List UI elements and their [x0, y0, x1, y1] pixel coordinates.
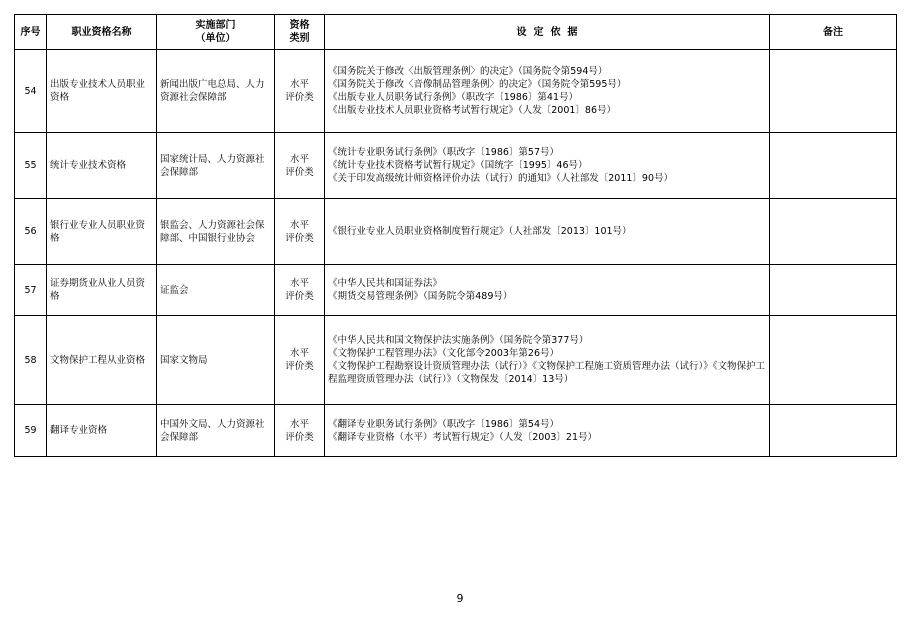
row-number: 55: [15, 133, 47, 199]
row-number: 57: [15, 265, 47, 316]
header-type-line2: 类别: [289, 33, 310, 44]
qualification-type: [275, 265, 325, 316]
implementing-dept: 新闻出版广电总局、人力资源社会保障部: [157, 50, 275, 133]
basis-line: 《中华人民共和国证券法》: [328, 278, 443, 289]
row-number: 56: [15, 199, 47, 265]
header-dept-line2: （单位）: [195, 33, 236, 44]
legal-basis: [325, 265, 770, 316]
type-line2: 评价类: [285, 361, 314, 372]
qualification-type: [275, 316, 325, 405]
type-line2: 评价类: [285, 232, 314, 244]
remarks: [770, 133, 897, 199]
qualification-name: 银行业专业人员职业资格: [47, 199, 157, 265]
header-type-line1: 资格: [289, 20, 310, 31]
basis-line: 《统计专业技术资格考试暂行规定》（国统字〔1995〕46号）: [328, 160, 588, 171]
implementing-dept: 银监会、人力资源社会保障部、中国银行业协会: [157, 199, 275, 265]
legal-basis: [325, 50, 770, 133]
page-number: 9: [456, 592, 464, 605]
legal-basis: [325, 405, 770, 457]
qualification-name: 出版专业技术人员职业资格: [47, 50, 157, 133]
header-no: 序号: [15, 15, 47, 50]
type-line2: 评价类: [285, 431, 314, 443]
qualification-name: 文物保护工程从业资格: [47, 316, 157, 405]
table-row: [15, 199, 897, 265]
header-note: 备注: [770, 15, 897, 50]
basis-line: 《统计专业职务试行条例》（职改字〔1986〕第57号）: [328, 147, 560, 158]
basis-line: 《国务院关于修改〈出版管理条例〉的决定》（国务院令第594号）: [328, 66, 608, 77]
implementing-dept: 国家统计局、人力资源社会保障部: [157, 133, 275, 199]
basis-line: 《出版专业人员职务试行条例》（职改字〔1986〕第41号）: [328, 92, 579, 103]
basis-line: 《期货交易管理条例》（国务院令第489号）: [328, 291, 513, 302]
type-line1: 水平: [289, 278, 309, 289]
qualification-type: [275, 405, 325, 457]
header-name: 职业资格名称: [47, 15, 157, 50]
legal-basis: [325, 133, 770, 199]
remarks: [770, 199, 897, 265]
row-number: 54: [15, 50, 47, 133]
type-line1: 水平: [289, 418, 309, 430]
type-line1: 水平: [289, 79, 309, 90]
qualification-name: 证券期货业从业人员资格: [47, 265, 157, 316]
basis-line: 《文物保护工程管理办法》（文化部令2003年第26号）: [328, 348, 560, 359]
qualification-name: 翻译专业资格: [47, 405, 157, 457]
basis-line: 《文物保护工程勘察设计资质管理办法（试行）》《文物保护工程施工资质管理办法（试行）》《文物保护工程监理资质管理办法（试行）》（文物保发〔2014〕13号）: [328, 361, 766, 385]
table-row: [15, 316, 897, 405]
implementing-dept: 国家文物局: [157, 316, 275, 405]
table-row: [15, 50, 897, 133]
type-line1: 水平: [289, 153, 309, 165]
type-line2: 评价类: [285, 166, 314, 178]
legal-basis: [325, 316, 770, 405]
type-line2: 评价类: [285, 92, 314, 103]
qualification-type: [275, 133, 325, 199]
header-dept-line1: 实施部门: [195, 20, 236, 31]
basis-line: 《关于印发高级统计师资格评价办法（试行）的通知》（人社部发〔2011〕90号）: [328, 173, 674, 184]
type-line2: 评价类: [285, 291, 314, 302]
remarks: [770, 265, 897, 316]
basis-line: 《国务院关于修改〈音像制品管理条例〉的决定》（国务院令第595号）: [328, 79, 627, 90]
basis-line: 《翻译专业资格（水平）考试暂行规定》（人发〔2003〕21号）: [328, 431, 598, 443]
table-header-row: [15, 15, 897, 50]
table-row: [15, 265, 897, 316]
row-number: 59: [15, 405, 47, 457]
basis-line: 《翻译专业职务试行条例》（职改字〔1986〕第54号）: [328, 418, 560, 430]
implementing-dept: 证监会: [157, 265, 275, 316]
table-row: [15, 405, 897, 457]
qualification-table: [14, 14, 897, 457]
qualification-type: [275, 50, 325, 133]
basis-line: 《出版专业技术人员职业资格考试暂行规定》（人发〔2001〕86号）: [328, 105, 617, 116]
implementing-dept: 中国外文局、人力资源社会保障部: [157, 405, 275, 457]
type-line1: 水平: [289, 219, 309, 231]
header-type: [275, 15, 325, 50]
remarks: [770, 405, 897, 457]
table-row: [15, 133, 897, 199]
remarks: [770, 50, 897, 133]
qualification-type: [275, 199, 325, 265]
legal-basis: [325, 199, 770, 265]
header-dept: [157, 15, 275, 50]
header-basis: 设 定 依 据: [325, 15, 770, 50]
remarks: [770, 316, 897, 405]
qualification-name: 统计专业技术资格: [47, 133, 157, 199]
type-line1: 水平: [289, 348, 309, 359]
basis-line: 《银行业专业人员职业资格制度暂行规定》（人社部发〔2013〕101号）: [328, 226, 632, 237]
row-number: 58: [15, 316, 47, 405]
basis-line: 《中华人民共和国文物保护法实施条例》（国务院令第377号）: [328, 335, 589, 346]
